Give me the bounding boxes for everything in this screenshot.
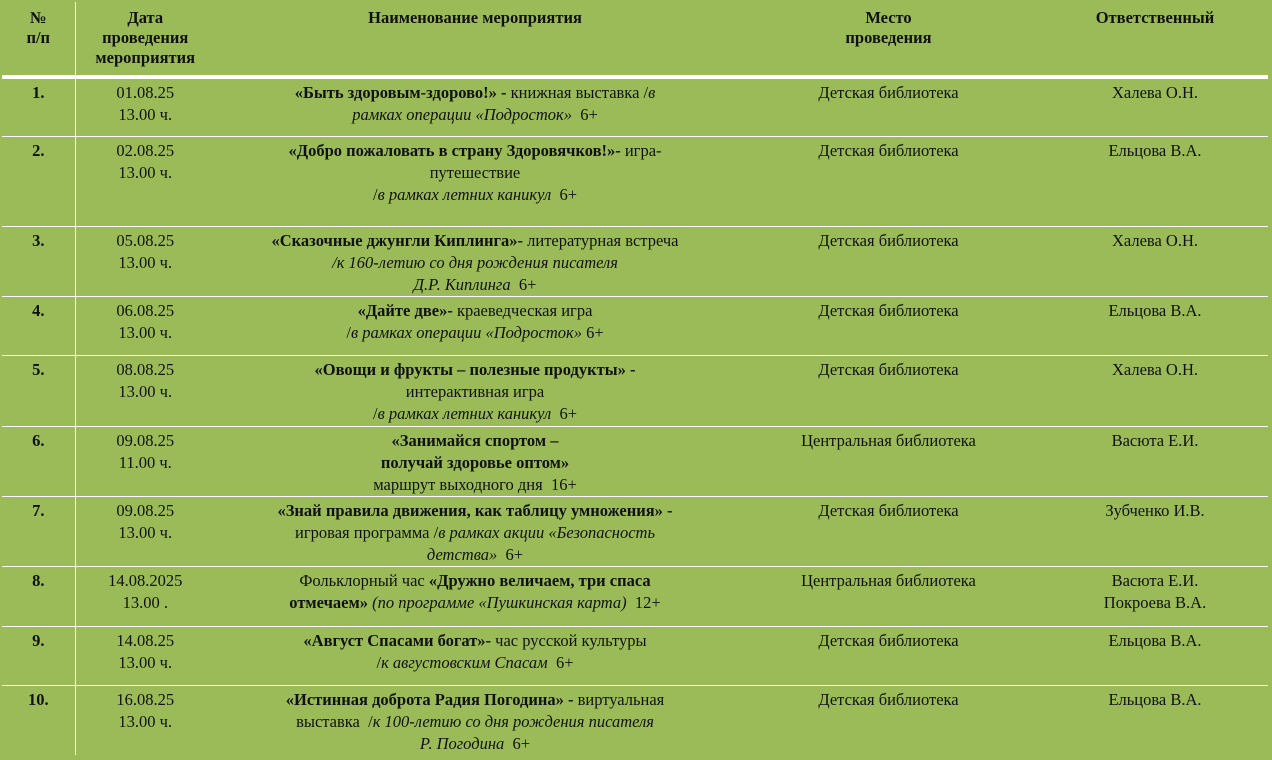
event-responsible: Халева О.Н. [1111, 359, 1199, 379]
event-place: Детская библиотека [818, 689, 959, 709]
event-name-line: «Истинная доброта Радия Погодина» - виртуальная [285, 689, 665, 709]
header-event-name: Наименование мероприятия [215, 2, 735, 77]
table-body [2, 77, 1268, 755]
event-place: Детская библиотека [818, 83, 959, 102]
event-name [215, 426, 735, 496]
event-place: Детская библиотека [818, 300, 959, 320]
table-row [2, 226, 1268, 296]
event-date: 14.08.25 13.00 ч. [116, 630, 175, 672]
table-row [2, 566, 1268, 626]
event-name-line: отмечаем» (по программе «Пушкинская карта) 12+ [289, 592, 661, 612]
table-row [2, 685, 1268, 755]
event-name [215, 296, 735, 355]
event-name-line: «Сказочные джунгли Киплинга»- литературная встреча [271, 230, 679, 250]
event-date: 05.08.25 13.00 ч. [116, 230, 175, 272]
row-number: 4. [2, 296, 75, 355]
event-name [215, 496, 735, 566]
row-number: 3. [2, 226, 75, 296]
event-name-line: маршрут выходного дня 16+ [373, 474, 577, 494]
row-number: 5. [2, 355, 75, 426]
event-name-line: выставка /к 100-летию со дня рождения писателя [296, 711, 654, 731]
event-responsible: Васюта Е.И. Покроева В.А. [1103, 570, 1207, 612]
table-row [2, 355, 1268, 426]
event-name-line: /к 160-летию со дня рождения писателя [332, 252, 618, 272]
event-name-line: «Занимайся спортом – [391, 430, 559, 450]
row-number: 1. [2, 77, 75, 136]
event-place: Детская библиотека [818, 230, 959, 250]
event-name [215, 77, 735, 136]
header-place: Место проведения [735, 2, 1042, 77]
event-name-line: /в рамках летних каникул 6+ [372, 403, 578, 423]
event-name-line: Р. Погодина 6+ [419, 733, 531, 753]
event-date: 16.08.25 13.00 ч. [116, 689, 175, 731]
event-name [215, 355, 735, 426]
event-name-line: «Овощи и фрукты – полезные продукты» - [314, 359, 636, 379]
event-name [215, 566, 735, 626]
row-number: 7. [2, 496, 75, 566]
row-number: 6. [2, 426, 75, 496]
row-number: 2. [2, 136, 75, 226]
row-number: 8. [2, 566, 75, 626]
row-number: 10. [2, 685, 75, 755]
table-header-row [2, 2, 1268, 77]
event-name-line: Фольклорный час «Дружно величаем, три спаса [299, 570, 651, 590]
event-responsible: Васюта Е.И. [1111, 430, 1199, 450]
table-row [2, 136, 1268, 226]
events-table [2, 2, 1268, 755]
header-responsible: Ответственный [1042, 2, 1268, 77]
event-name [215, 685, 735, 755]
event-name [215, 136, 735, 226]
table-row [2, 296, 1268, 355]
event-name [215, 626, 735, 685]
event-name-line: получай здоровье оптом» [380, 452, 570, 472]
event-name-line: интерактивная игра [405, 381, 545, 401]
event-name-line: /в рамках операции «Подросток» 6+ [346, 322, 604, 342]
header-date: Дата проведения мероприятия [75, 2, 215, 77]
event-responsible: Халева О.Н. [1111, 83, 1199, 102]
event-name-line: игровая программа /в рамках акции «Безопасность [295, 522, 655, 542]
event-name-line: «Быть здоровым-здорово!» - книжная выставка /в [294, 83, 656, 102]
table-row [2, 426, 1268, 496]
event-date: 08.08.25 13.00 ч. [116, 359, 175, 401]
event-name-line: детства» 6+ [426, 544, 524, 564]
table-row [2, 496, 1268, 566]
event-name-line: «Дайте две»- краеведческая игра [357, 300, 593, 320]
event-date: 09.08.25 11.00 ч. [116, 430, 175, 472]
header-number: № п/п [2, 2, 75, 77]
event-responsible: Халева О.Н. [1111, 230, 1199, 250]
event-date: 09.08.25 13.00 ч. [116, 500, 175, 542]
table-row [2, 626, 1268, 685]
event-date: 02.08.25 13.00 ч. [116, 140, 175, 182]
event-name-line: рамках операции «Подросток» 6+ [352, 105, 598, 124]
event-name-line: «Знай правила движения, как таблицу умножения» - [277, 500, 673, 520]
event-place: Детская библиотека [818, 500, 959, 520]
event-name-line: Д.Р. Киплинга 6+ [413, 274, 537, 294]
event-place: Детская библиотека [818, 359, 959, 379]
event-responsible: Ельцова В.А. [1108, 630, 1202, 650]
event-responsible: Ельцова В.А. [1108, 689, 1202, 709]
table-row [2, 77, 1268, 136]
event-place: Детская библиотека [818, 140, 959, 160]
event-date: 01.08.25 13.00 ч. [116, 83, 175, 124]
event-place: Детская библиотека [818, 630, 959, 650]
event-place: Центральная библиотека [801, 430, 976, 450]
event-date: 14.08.2025 13.00 . [108, 570, 183, 612]
event-responsible: Ельцова В.А. [1108, 140, 1202, 160]
event-responsible: Зубченко И.В. [1105, 500, 1205, 520]
event-name-line: «Август Спасами богат»- час русской культуры [303, 630, 647, 650]
event-name-line: «Добро пожаловать в страну Здоровячков!»- игра- [288, 140, 662, 160]
event-name-line: путешествие [429, 162, 521, 182]
event-place: Центральная библиотека [801, 570, 976, 590]
event-responsible: Ельцова В.А. [1108, 300, 1202, 320]
event-date: 06.08.25 13.00 ч. [116, 300, 175, 342]
event-name [215, 226, 735, 296]
event-name-line: /к августовским Спасам 6+ [376, 652, 574, 672]
event-name-line: /в рамках летних каникул 6+ [372, 184, 578, 204]
row-number: 9. [2, 626, 75, 685]
